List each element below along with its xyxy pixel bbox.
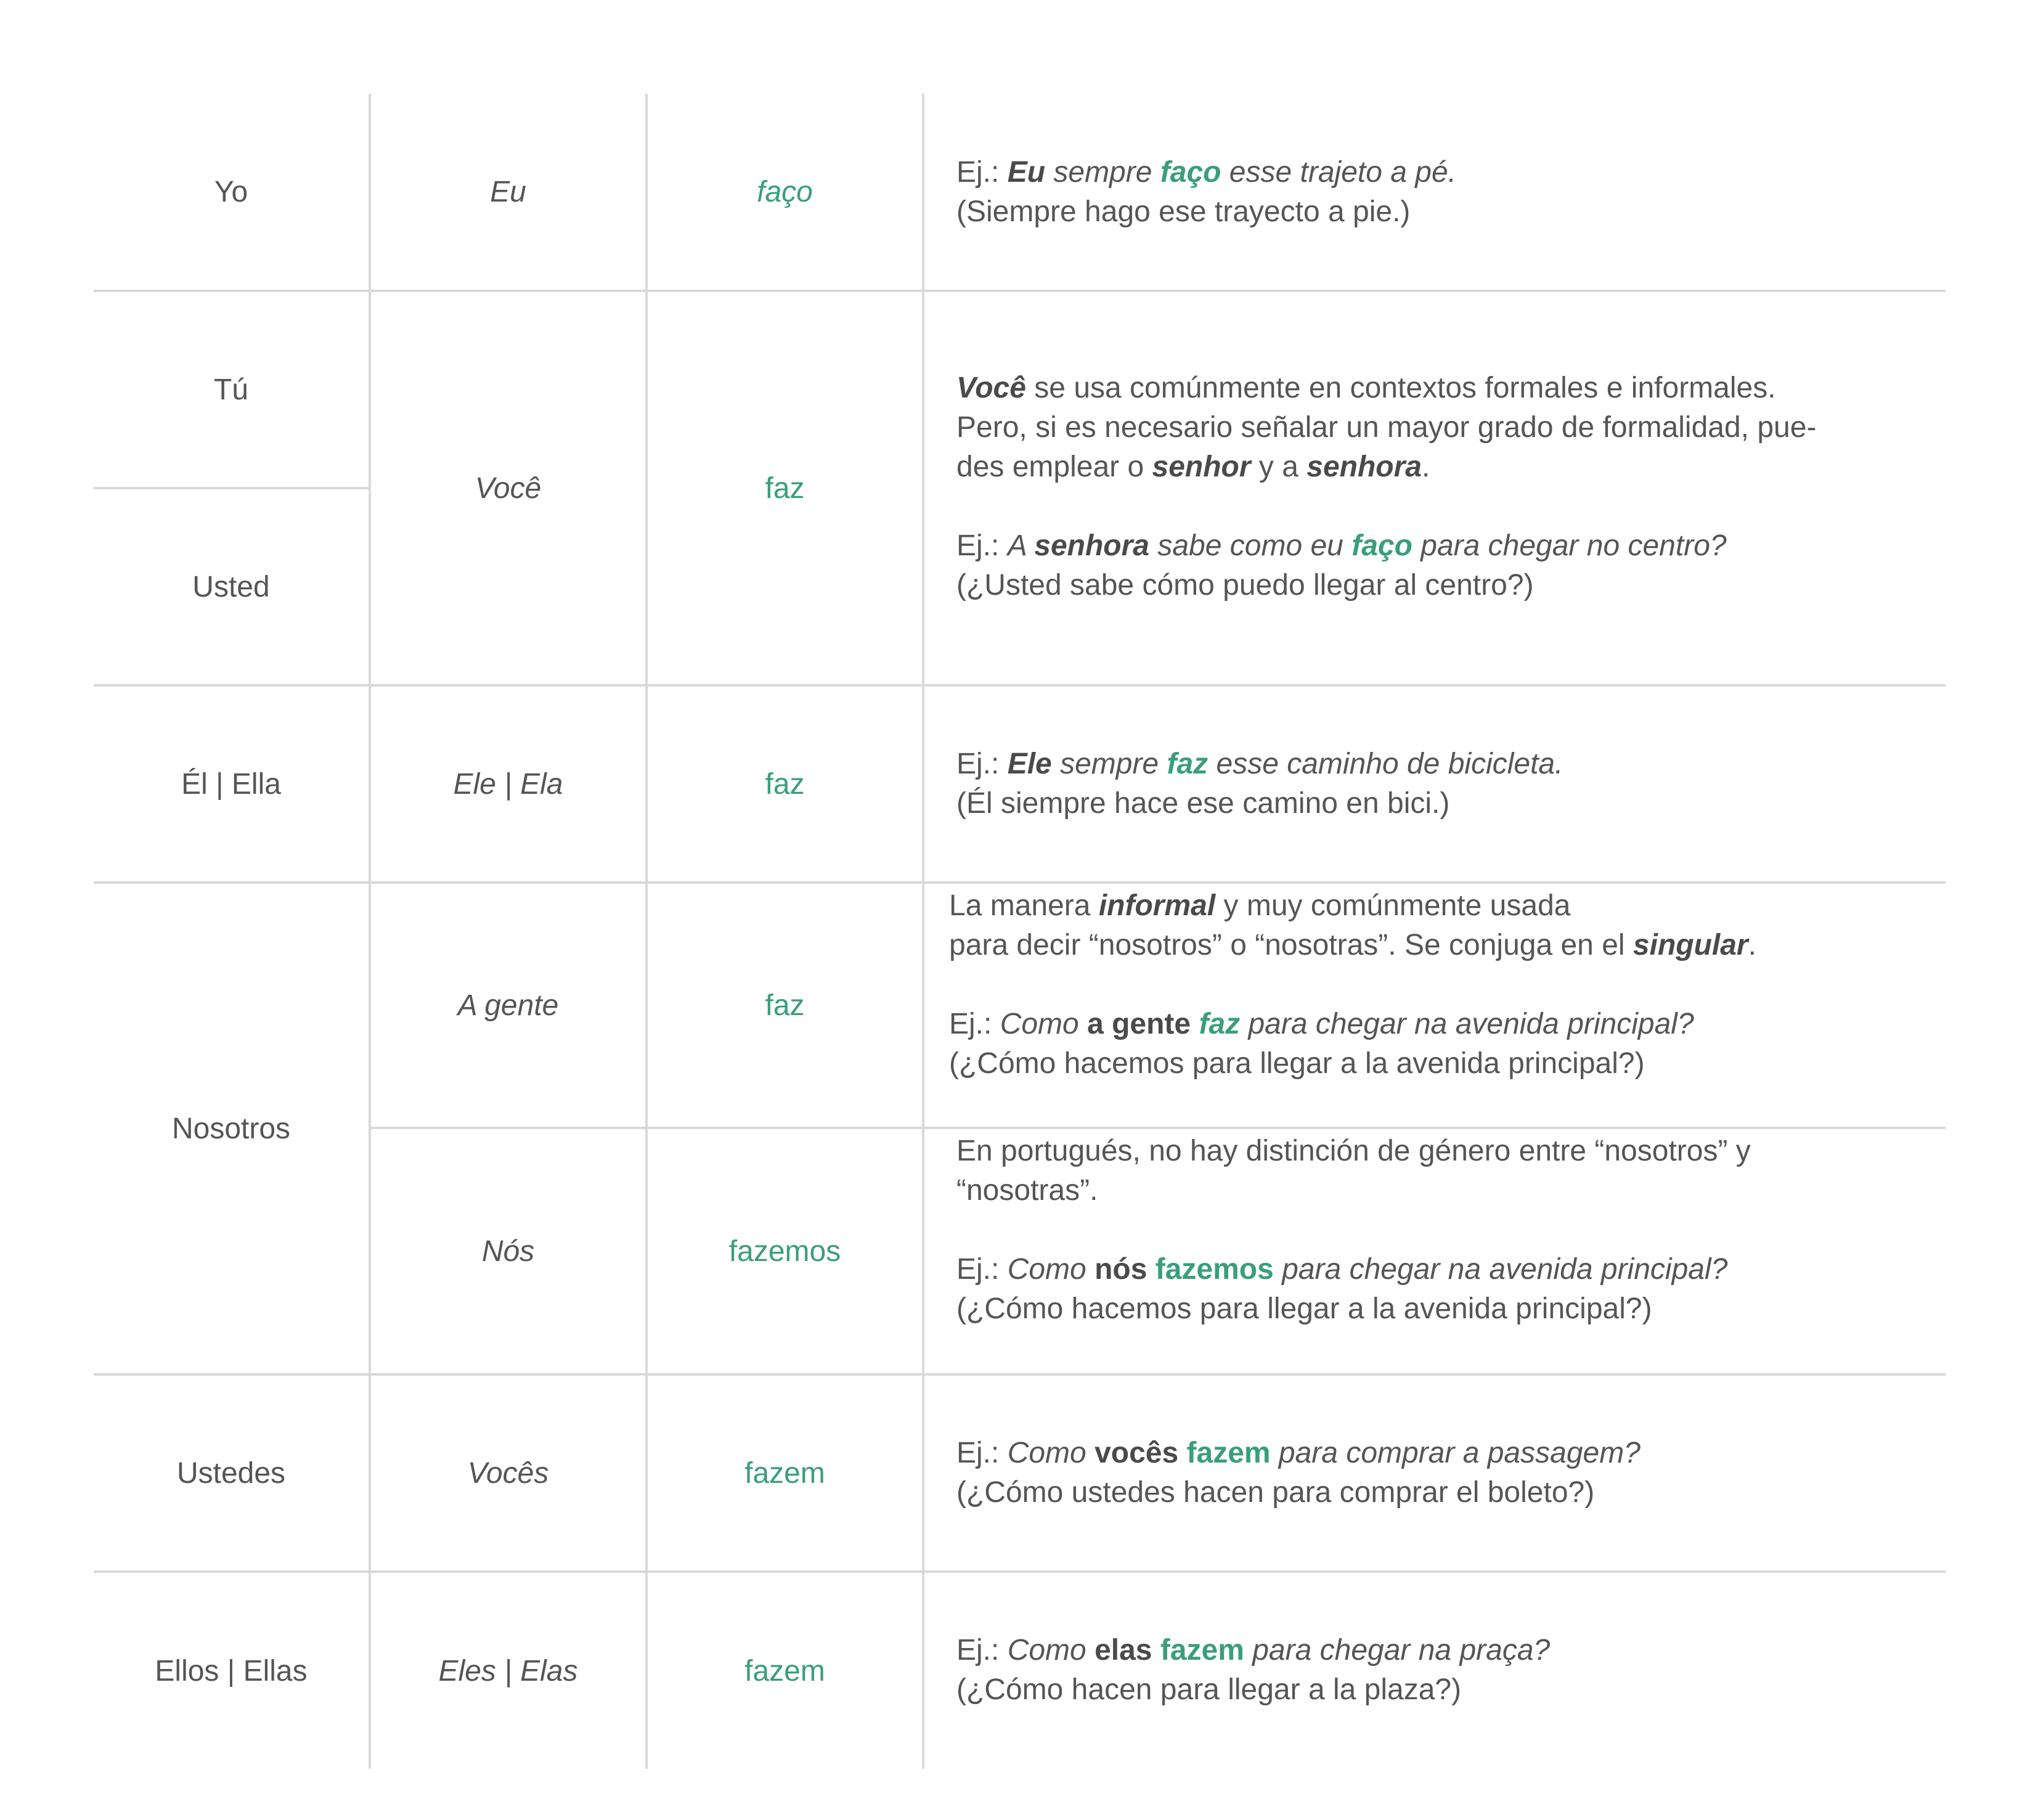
note-text-run: se usa comúnmente en contextos formales e informales. [1025, 372, 1776, 404]
note-text-run: sempre [1051, 748, 1167, 780]
note-text-run: esse caminho de bicicleta. [1208, 748, 1563, 780]
note-text-run: Ele [1007, 748, 1052, 780]
spanish-pronoun: Yo [214, 175, 248, 208]
note-text-run: A [1007, 529, 1035, 562]
note-text-run: des emplear o [956, 451, 1152, 483]
note-text-run [1147, 1253, 1155, 1286]
note-text-run: para decir “nosotros” o “nosotras”. Se conjuga en el [949, 929, 1633, 961]
note-text-run: . [1421, 451, 1430, 483]
note-text-run: para chegar na avenida principal? [1273, 1253, 1728, 1286]
note-text-run: para comprar a passagem? [1270, 1437, 1641, 1469]
note-text-run: elas [1094, 1634, 1152, 1667]
note-text-run: Como [1007, 1253, 1095, 1286]
spanish-pronoun: Él | Ella [181, 767, 281, 801]
note-text-run: Ej.: [956, 156, 1008, 189]
note-text-run: (¿Cómo hacen para llegar a la plaza?) [956, 1673, 1462, 1706]
column-divider-3 [922, 94, 924, 1769]
verb-form: faz [765, 471, 805, 505]
portuguese-pronoun: Eu [490, 175, 526, 208]
note-text-run: (¿Cómo hacemos para llegar a la avenida principal?) [956, 1292, 1652, 1325]
note-text-run: faço [1351, 529, 1412, 562]
note-text-run: vocês [1094, 1437, 1179, 1469]
note-text-run: Como [1007, 1437, 1095, 1469]
note-text-run: “nosotras”. [956, 1174, 1098, 1207]
verb-form: fazemos [728, 1234, 841, 1268]
note-text-run: Ej.: [956, 748, 1008, 780]
note-text-run: . [1748, 929, 1756, 961]
note-text-run: para chegar na praça? [1244, 1634, 1551, 1667]
spanish-pronoun: Usted [192, 570, 270, 603]
note-text-run: Como [1000, 1008, 1088, 1040]
spanish-pronoun: Tú [213, 373, 248, 406]
note-text-run: fazem [1186, 1437, 1271, 1469]
note-text-run: para chegar no centro? [1412, 529, 1727, 562]
note-text-run [1178, 1437, 1186, 1469]
note-text-run: faz [1199, 1008, 1241, 1040]
note-text-run [1191, 1008, 1199, 1040]
example-note [956, 1434, 1641, 1512]
example-note [956, 1132, 1751, 1329]
note-text-run: Como [1007, 1634, 1095, 1667]
portuguese-pronoun: Vocês [467, 1456, 549, 1490]
portuguese-pronoun: Você [475, 471, 542, 505]
note-text-run: senhor [1152, 451, 1251, 483]
verb-form: faz [765, 767, 805, 801]
note-text-run: fazemos [1155, 1253, 1274, 1286]
note-text-run: Ej.: [956, 1634, 1008, 1667]
verb-form: fazem [744, 1456, 825, 1490]
portuguese-pronoun: Ele | Ela [453, 767, 563, 801]
note-text-run: senhora [1034, 529, 1149, 562]
portuguese-pronoun: Eles | Elas [438, 1654, 578, 1687]
note-text-run: nós [1094, 1253, 1147, 1286]
note-text-run: Ej.: [956, 529, 1008, 562]
example-note [956, 745, 1563, 823]
note-text-run: y a [1250, 451, 1307, 483]
note-text-run: (¿Usted sabe cómo puedo llegar al centro?) [956, 569, 1534, 602]
portuguese-pronoun: A gente [457, 989, 559, 1022]
note-text-run: Pero, si es necesario señalar un mayor grado de formalidad, pue- [956, 411, 1817, 444]
note-text-run: senhora [1306, 451, 1422, 483]
note-text-run: Ej.: [956, 1253, 1008, 1286]
verb-form: fazem [744, 1654, 825, 1687]
note-text-run: informal [1098, 889, 1216, 922]
note-text-run [1152, 1634, 1160, 1667]
note-text-run: (¿Cómo hacemos para llegar a la avenida principal?) [949, 1047, 1645, 1080]
note-text-run: y muy comúnmente usada [1215, 889, 1571, 922]
note-text-run: En portugués, no hay distinción de género entre “nosotros” y [956, 1135, 1751, 1167]
spanish-pronoun: Nosotros [171, 1112, 291, 1145]
note-text-run: fazem [1160, 1634, 1244, 1667]
note-text-run: para chegar na avenida principal? [1240, 1008, 1694, 1040]
note-text-run: Você [956, 372, 1026, 404]
example-note [956, 1631, 1550, 1710]
spanish-pronoun: Ustedes [176, 1456, 286, 1490]
example-note [956, 369, 1816, 605]
example-note [956, 153, 1456, 232]
note-text-run: (¿Cómo ustedes hacen para comprar el boleto?) [956, 1476, 1595, 1509]
note-text-run: (Siempre hago ese trayecto a pie.) [956, 195, 1411, 228]
example-note [949, 886, 1756, 1083]
spanish-pronoun: Ellos | Ellas [155, 1654, 308, 1687]
note-text-run: Ej.: [956, 1437, 1008, 1469]
verb-form: faço [757, 175, 813, 208]
note-text-run: (Él siempre hace ese camino en bici.) [956, 787, 1450, 820]
note-text-run: La manera [949, 889, 1099, 922]
verb-form: faz [765, 989, 805, 1022]
note-text-run: esse trajeto a pé. [1221, 156, 1457, 189]
note-text-run: faço [1160, 156, 1221, 189]
note-text-run: Ej.: [949, 1008, 1000, 1040]
note-text-run: singular [1632, 929, 1748, 961]
note-text-run: Eu [1007, 156, 1046, 189]
note-text-run: sempre [1045, 156, 1160, 189]
note-text-run: a gente [1087, 1008, 1191, 1040]
note-text-run: faz [1167, 748, 1209, 780]
note-text-run: sabe como eu [1149, 529, 1352, 562]
portuguese-pronoun: Nós [481, 1234, 535, 1268]
